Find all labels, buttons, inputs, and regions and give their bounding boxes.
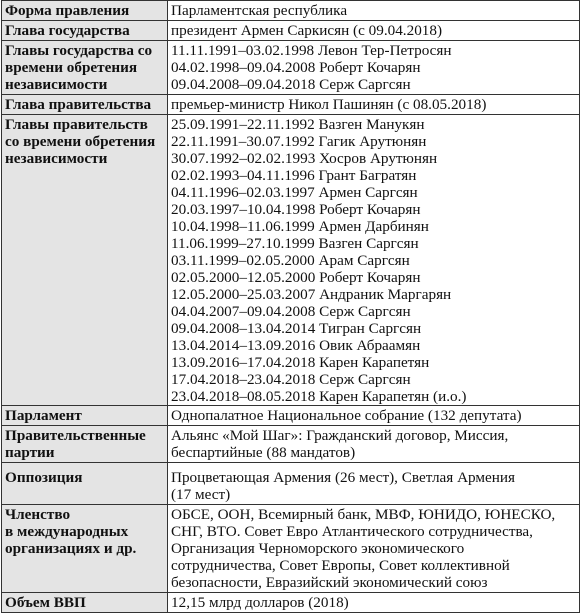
row-value: Парламентская республика — [168, 1, 580, 21]
list-item: 12.05.2000–25.03.2007 Андраник Маргарян — [171, 286, 452, 303]
value-line: (17 мест) — [171, 486, 231, 503]
row-international-membership — [2, 505, 580, 593]
list-item: 04.11.1996–02.03.1997 Армен Саргсян — [171, 184, 418, 201]
row-label: Объем ВВП — [2, 593, 168, 613]
row-value: премьер-министр Никол Пашинян (с 08.05.2018) — [168, 95, 580, 115]
value-line: СНГ, ВТО. Совет Евро Атлантического сотрудничества, — [171, 523, 533, 540]
row-heads-of-government-history — [2, 115, 580, 406]
list-item: 02.02.1993–04.11.1996 Грант Багратян — [171, 167, 417, 184]
row-label — [2, 41, 168, 95]
list-item: 23.04.2018–08.05.2018 Карен Карапетян (и.о.) — [171, 388, 467, 405]
list-item: 03.11.1999–02.05.2000 Арам Саргсян — [171, 252, 410, 269]
list-item: 11.11.1991–03.02.1998 Левон Тер-Петросян — [171, 42, 452, 59]
list-item: 10.04.1998–11.06.1999 Армен Дарбинян — [171, 218, 429, 235]
label-line: со времени обретения — [5, 133, 156, 150]
label-line: партии — [5, 444, 55, 461]
value-line: Организация Черноморского экономического — [171, 540, 465, 557]
row-label — [2, 426, 168, 463]
row-head-of-government — [2, 95, 580, 115]
row-label: Глава правительства — [2, 95, 168, 115]
label-line: времени обретения — [5, 59, 138, 76]
row-value — [168, 505, 580, 593]
list-item: 13.04.2014–13.09.2016 Овик Абраамян — [171, 337, 421, 354]
label-line: независимости — [5, 76, 108, 93]
value-line: ОБСЕ, ООН, Всемирный банк, МВФ, ЮНИДО, ЮНЕСКО, — [171, 506, 556, 523]
row-label — [2, 505, 168, 593]
value-line: Альянс «Мой Шаг»: Гражданский договор, Миссия, — [171, 427, 509, 444]
list-item: 04.02.1998–09.04.2008 Роберт Кочарян — [171, 59, 421, 76]
row-head-of-state — [2, 21, 580, 41]
row-parliament — [2, 406, 580, 426]
list-item: 04.04.2007–09.04.2008 Серж Саргсян — [171, 303, 411, 320]
list-item: 30.07.1992–02.02.1993 Хосров Арутюнян — [171, 150, 438, 167]
label-line: Главы правительств — [5, 116, 148, 133]
row-value — [168, 41, 580, 95]
list-item: 09.04.2008–09.04.2018 Серж Саргсян — [171, 76, 411, 93]
row-label — [2, 115, 168, 406]
label-line: Членство — [5, 506, 71, 523]
label-line: Правительственные — [5, 427, 146, 444]
list-item: 17.04.2018–23.04.2018 Серж Саргсян — [171, 371, 411, 388]
row-label: Оппозиция — [2, 463, 168, 505]
list-item: 02.05.2000–12.05.2000 Роберт Кочарян — [171, 269, 421, 286]
row-label: Парламент — [2, 406, 168, 426]
label-line: организациях и др. — [5, 540, 137, 557]
list-item: 20.03.1997–10.04.1998 Роберт Кочарян — [171, 201, 421, 218]
row-label: Глава государства — [2, 21, 168, 41]
country-facts-table — [1, 0, 580, 613]
value-line: Процветающая Армения (26 мест), Светлая Армения — [171, 469, 515, 486]
row-opposition — [2, 463, 580, 505]
label-line: в международных — [5, 523, 129, 540]
row-value: президент Армен Саркисян (с 09.04.2018) — [168, 21, 580, 41]
value-line: сотрудничества, Совет Европы, Совет коллективной — [171, 557, 510, 574]
list-item: 09.04.2008–13.04.2014 Тигран Саргсян — [171, 320, 422, 337]
row-government-parties — [2, 426, 580, 463]
value-line: безопасности, Евразийский экономический союз — [171, 574, 488, 591]
label-line: Главы государства со — [5, 42, 153, 59]
list-item: 22.11.1991–30.07.1992 Гагик Арутюнян — [171, 133, 427, 150]
row-value: 12,15 млрд долларов (2018) — [168, 593, 580, 613]
row-value — [168, 463, 580, 505]
row-form-of-government — [2, 1, 580, 21]
row-heads-of-state-history — [2, 41, 580, 95]
row-value: Однопалатное Национальное собрание (132 депутата) — [168, 406, 580, 426]
list-item: 25.09.1991–22.11.1992 Вазген Манукян — [171, 116, 425, 133]
row-label: Форма правления — [2, 1, 168, 21]
row-value — [168, 115, 580, 406]
row-value — [168, 426, 580, 463]
row-gdp — [2, 593, 580, 613]
list-item: 11.06.1999–27.10.1999 Вазген Саргсян — [171, 235, 419, 252]
label-line: независимости — [5, 150, 108, 167]
list-item: 13.09.2016–17.04.2018 Карен Карапетян — [171, 354, 430, 371]
value-line: беспартийные (88 мандатов) — [171, 444, 356, 461]
